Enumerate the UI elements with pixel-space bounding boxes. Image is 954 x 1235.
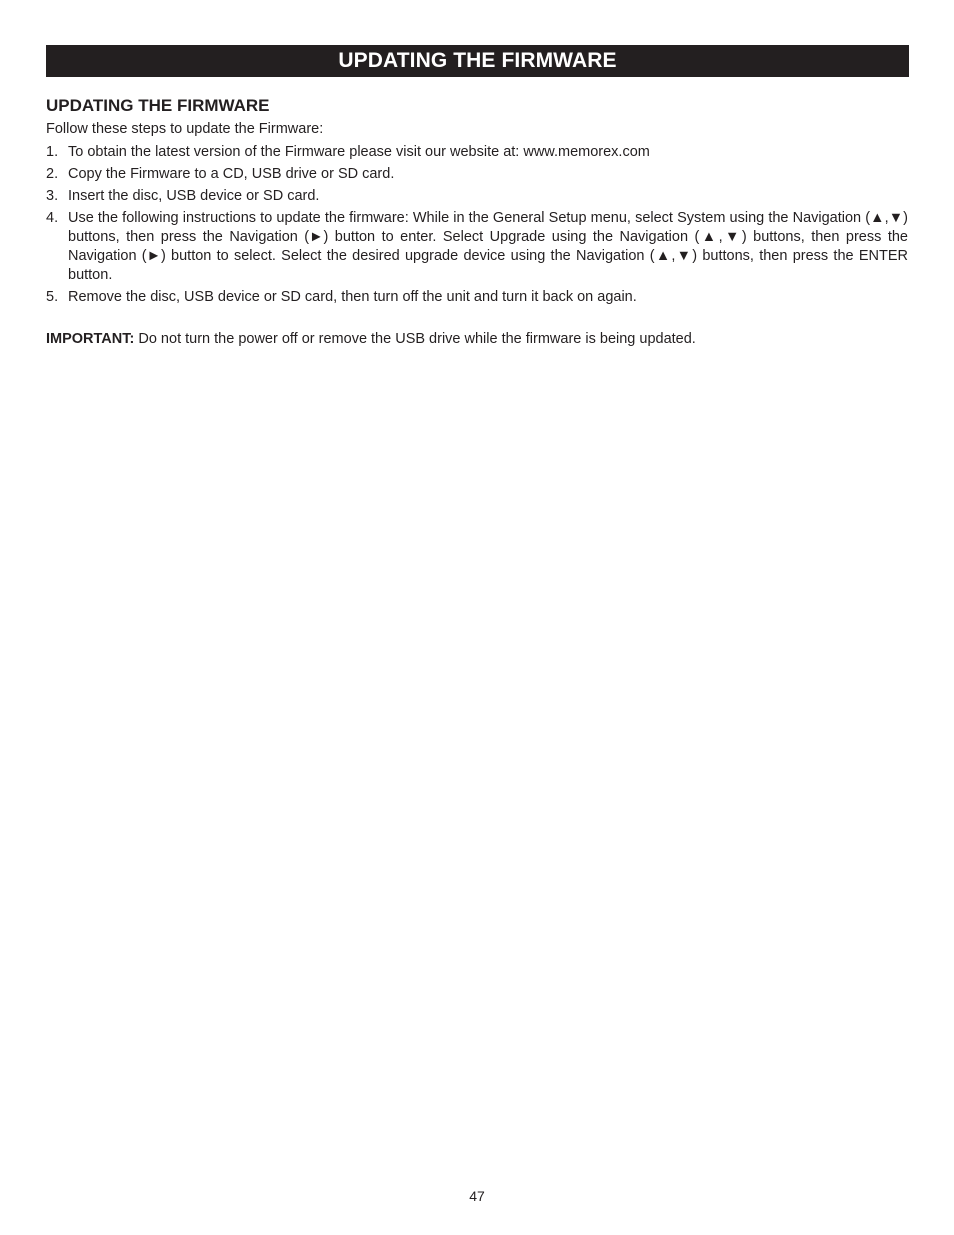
step-text: Remove the disc, USB device or SD card, then turn off the unit and turn it back on again. — [68, 289, 637, 305]
intro-text: Follow these steps to update the Firmware: — [46, 121, 324, 137]
step-item — [46, 165, 908, 184]
important-text: Do not turn the power off or remove the USB drive while the firmware is being updated. — [134, 331, 696, 347]
important-label: IMPORTANT: — [46, 331, 135, 347]
step-item — [46, 209, 908, 285]
step-item — [46, 187, 908, 206]
steps-list — [46, 143, 908, 307]
page-number: 47 — [469, 1188, 485, 1204]
step-text: Copy the Firmware to a CD, USB drive or SD card. — [68, 166, 395, 182]
page-banner-title: UPDATING THE FIRMWARE — [46, 45, 909, 77]
important-note — [46, 330, 908, 348]
step-number: 5. — [46, 289, 59, 305]
step-text: To obtain the latest version of the Firmware please visit our website at: www.memorex.com — [68, 144, 650, 160]
step-item — [46, 143, 908, 162]
step-text: Use the following instructions to update the firmware: While in the General Setup menu, select System using the Navigation (▲,▼) buttons, then press the Navigation (►) button to enter. Select Upgrade using the Navigation (▲,▼) buttons, then press the Navigation (►) button to select. Select the desired upgrade device using the Navigation (▲,▼) buttons, then press the ENTER button. — [68, 210, 908, 283]
step-number: 2. — [46, 166, 59, 182]
step-number: 4. — [46, 210, 59, 226]
step-number: 1. — [46, 144, 59, 160]
step-item — [46, 288, 908, 307]
section-heading: UPDATING THE FIRMWARE — [46, 96, 270, 115]
firmware-section — [46, 96, 908, 348]
step-number: 3. — [46, 188, 59, 204]
step-text: Insert the disc, USB device or SD card. — [68, 188, 320, 204]
